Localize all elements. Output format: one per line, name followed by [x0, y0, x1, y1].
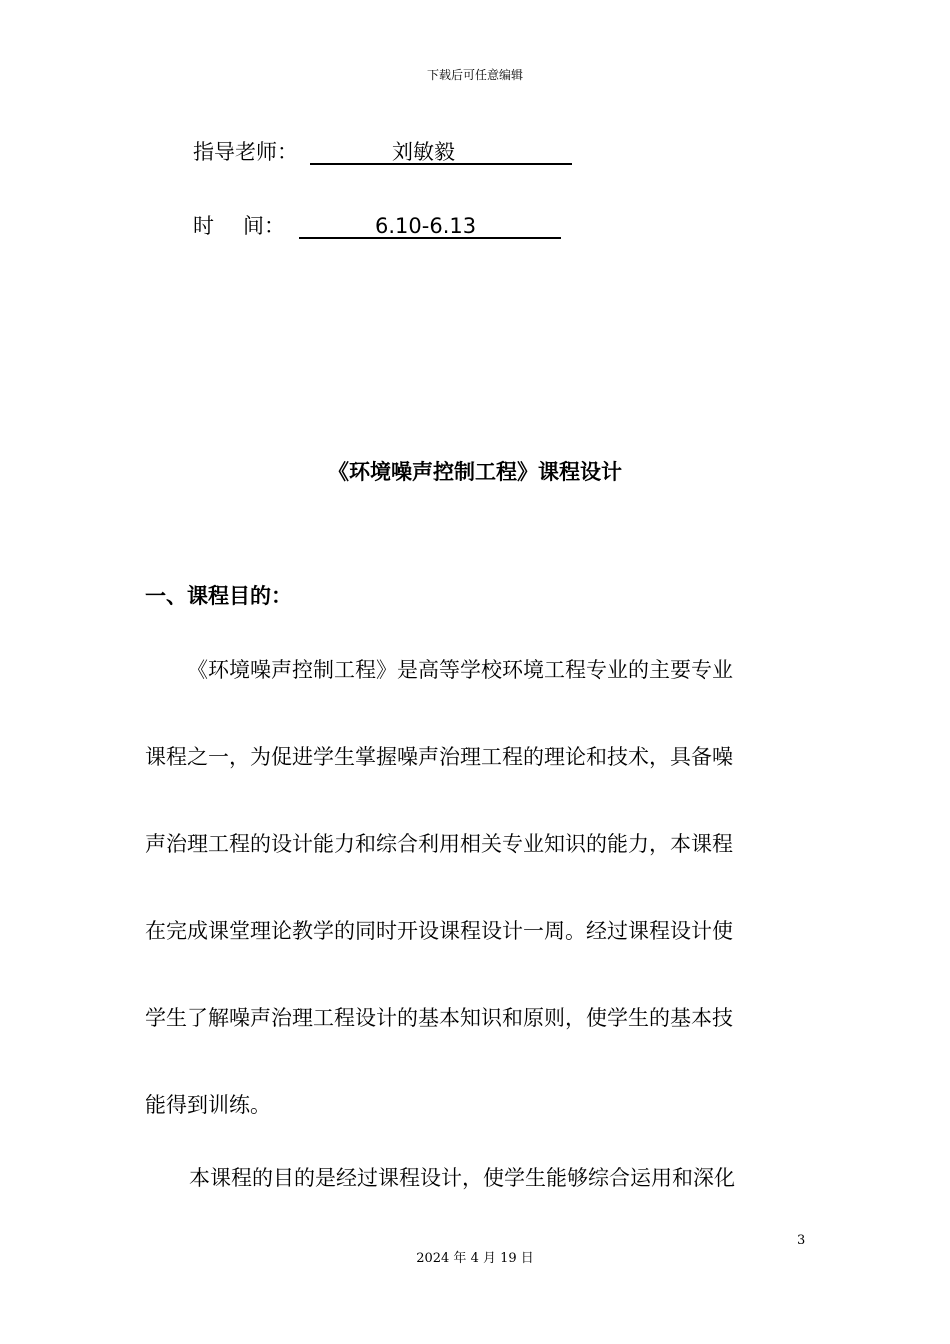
paragraph-line: 学生了解噪声治理工程设计的基本知识和原则，使学生的基本技	[145, 1006, 733, 1030]
header-note: 下载后可任意编辑	[426, 68, 523, 82]
paragraph-line: 课程之一，为促进学生掌握噪声治理工程的理论和技术，具备噪	[145, 745, 733, 769]
section-heading: 一、课程目的：	[145, 584, 292, 608]
time-field	[193, 210, 561, 240]
paragraph-line: 能得到训练。	[145, 1093, 271, 1117]
paragraph-line: 在完成课堂理论教学的同时开设课程设计一周。经过课程设计使	[145, 919, 733, 943]
paragraph-line: 声治理工程的设计能力和综合利用相关专业知识的能力，本课程	[145, 832, 733, 856]
time-label-part2: 间：	[243, 214, 285, 238]
teacher-field	[193, 136, 572, 166]
teacher-value: 刘敏毅	[310, 141, 572, 165]
footer-date: 2024 年 4 月 19 日	[416, 1251, 534, 1266]
document-title: 《环境噪声控制工程》课程设计	[328, 460, 622, 484]
page-number: 3	[797, 1233, 806, 1248]
paragraph-line: 本课程的目的是经过课程设计，使学生能够综合运用和深化	[189, 1166, 735, 1190]
time-label-part1: 时	[193, 214, 214, 238]
paragraph-line: 《环境噪声控制工程》是高等学校环境工程专业的主要专业	[187, 658, 733, 682]
teacher-label: 指导老师：	[193, 140, 298, 164]
time-value: 6.10-6.13	[299, 215, 561, 239]
